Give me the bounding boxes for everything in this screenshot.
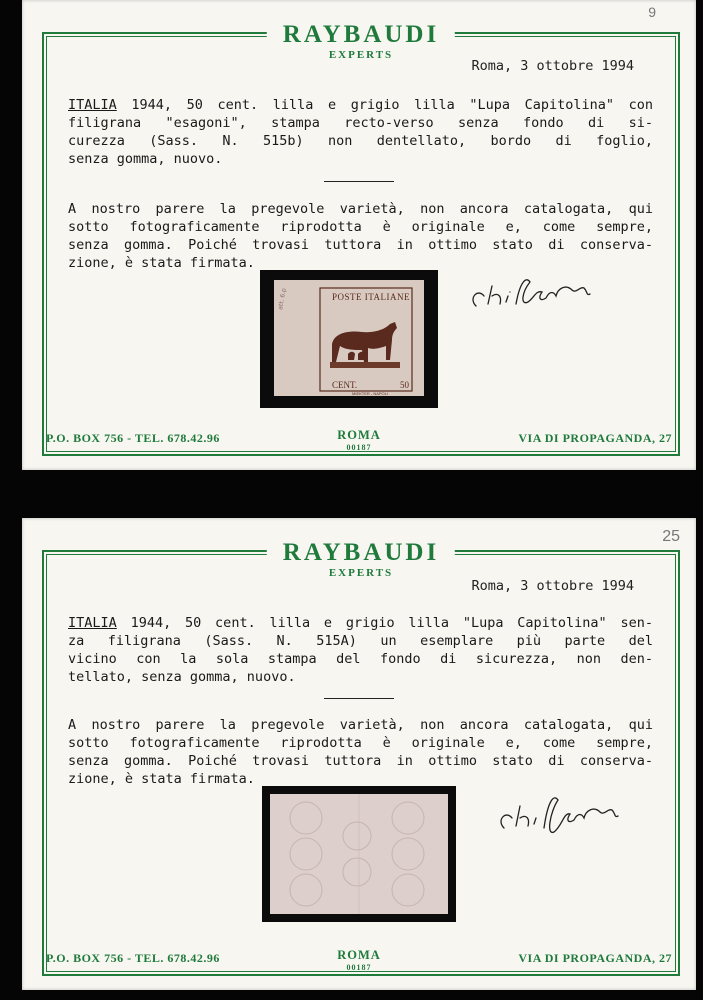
stamp-value: 50 (400, 380, 409, 390)
footer-zip: 00187 (346, 443, 372, 452)
stamp-printer: MIEKTER - NAPOLI (352, 391, 389, 396)
stamp-photo (262, 786, 456, 922)
divider-rule (324, 698, 394, 699)
brand-header (267, 540, 455, 580)
security-background-print (270, 794, 448, 914)
brand-subtitle: EXPERTS (328, 567, 394, 579)
footer-city: ROMA 00187 (337, 428, 381, 452)
divider-rule (324, 181, 394, 182)
expert-opinion: A nostro parere la pregevole varietà, non ancora catalogata, qui sotto fotograficamente riprodotta è originale e, come sempre, senza gomma. Poiché trovasi tuttora in ottimo stato di conserva- zione, è stata firmata. (68, 201, 653, 271)
brand-name: RAYBAUDI (282, 539, 440, 566)
svg-text:att. 6.p: att. 6.p (277, 287, 288, 311)
footer-city: ROMA 00187 (337, 948, 381, 972)
brand-header (267, 22, 455, 62)
country-label: ITALIA (68, 97, 117, 113)
stamp-paper (274, 280, 424, 396)
footer-address: VIA DI PROPAGANDA, 27 (518, 431, 672, 445)
certificate-1 (22, 0, 696, 470)
footer-address: VIA DI PROPAGANDA, 27 (518, 951, 672, 965)
stamp-description: ITALIA 1944, 50 cent. lilla e grigio lilla "Lupa Capitolina" sen- za filigrana (Sass. N. 515A) un esemplare più parte del vicino con la sola stampa del fondo di sicurezza, non den- tellato, senza gomma, nuovo. (68, 615, 653, 685)
stamp-paper (270, 794, 448, 914)
brand-subtitle: EXPERTS (328, 49, 394, 61)
footer-zip: 00187 (346, 963, 372, 972)
brand-name: RAYBAUDI (282, 21, 440, 48)
stamp-top-text: POSTE ITALIANE (332, 292, 411, 302)
expert-signature (490, 776, 630, 846)
corner-note: 25 (662, 528, 680, 545)
stamp-description: ITALIA 1944, 50 cent. lilla e grigio lilla "Lupa Capitolina" con filigrana "esagoni", stampa recto-verso senza fondo di si- curezza (Sass. N. 515b) non dentellato, bordo di foglio, senza gomma, nuovo. (68, 97, 653, 167)
stamp-photo (260, 270, 438, 408)
certificate-date: Roma, 3 ottobre 1994 (471, 58, 634, 74)
expert-opinion: A nostro parere la pregevole varietà, non ancora catalogata, qui sotto fotograficamente riprodotta è originale e, come sempre, senza gomma. Poiché trovasi tuttora in ottimo stato di conserva- zione, è stata firmata. (68, 717, 653, 787)
corner-note: 9 (648, 4, 656, 20)
certificate-2 (22, 518, 696, 990)
expert-signature (462, 262, 602, 322)
certificate-date: Roma, 3 ottobre 1994 (471, 578, 634, 594)
country-label: ITALIA (68, 615, 117, 631)
footer-contact: P.O. BOX 756 - TEL. 678.42.96 (46, 431, 220, 445)
stamp-value-label: CENT. (332, 380, 358, 390)
footer-contact: P.O. BOX 756 - TEL. 678.42.96 (46, 951, 220, 965)
